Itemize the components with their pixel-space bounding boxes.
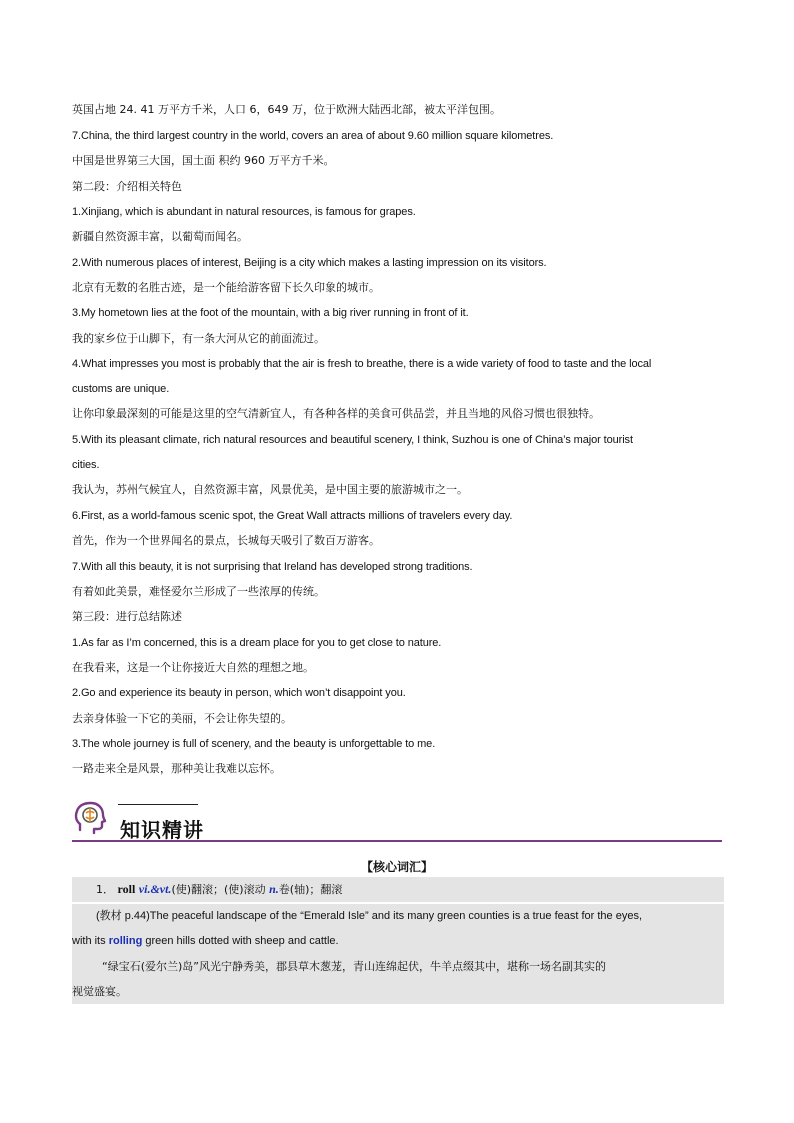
brain-head-icon (72, 800, 108, 836)
section-title: 知识精讲 (120, 818, 204, 842)
example-text-b-pre: with its (72, 935, 109, 947)
p2-s7-en: 7.With all this beauty, it is not surprising that Ireland has developed strong traditions. (72, 561, 473, 573)
p3-s2-zh: 去亲身体验一下它的美丽，不会让你失望的。 (72, 712, 292, 725)
p3-s1-zh: 在我看来，这是一个让你接近大自然的理想之地。 (72, 661, 314, 674)
p2-s5-en-a: 5.With its pleasant climate, rich natural resources and beautiful scenery, I think, Suzhou is one of China’s major tourist (72, 434, 633, 446)
p2-s5-en-b: cities. (72, 459, 100, 471)
p3-s1-en: 1.As far as I’m concerned, this is a dream place for you to get close to nature. (72, 637, 442, 649)
p2-s4-zh: 让你印象最深刻的可能是这里的空气清新宜人，有各种各样的美食可供品尝，并且当地的风俗习惯也很独特。 (72, 407, 600, 420)
vocab-entry (72, 877, 724, 902)
p2-s6-en: 6.First, as a world-famous scenic spot, the Great Wall attracts millions of travelers every day. (72, 510, 513, 522)
core-vocab-label: 【核心词汇】 (360, 860, 433, 874)
line-china-zh: 中国是世界第三大国，国土面 积约 960 万平方千米。 (72, 154, 335, 167)
entry-word: roll (117, 882, 136, 896)
example-line-a (72, 904, 724, 929)
example-source: (教材 p.44) (96, 910, 150, 922)
entry-pos-noun: n. (269, 882, 279, 896)
p3-s2-en: 2.Go and experience its beauty in person, which won’t disappoint you. (72, 687, 406, 699)
entry-pos-verb: vi.&vt. (138, 882, 172, 896)
translation-line-b: 视觉盛宴。 (72, 985, 127, 998)
title-overline (118, 804, 198, 805)
p2-s4-en-a: 4.What impresses you most is probably that the air is fresh to breathe, there is a wide variety of food to taste and the local (72, 358, 652, 370)
section-header (72, 800, 722, 844)
p2-s6-zh: 首先，作为一个世界闻名的景点，长城每天吸引了数百万游客。 (72, 534, 380, 547)
example-text-b-post: green hills dotted with sheep and cattle. (142, 935, 339, 947)
heading-paragraph-two: 第二段：介绍相关特色 (72, 180, 182, 193)
p2-s4-en-b: customs are unique. (72, 383, 170, 395)
p2-s3-zh: 我的家乡位于山脚下，有一条大河从它的前面流过。 (72, 332, 325, 345)
example-line-b (72, 929, 724, 954)
p3-s3-en: 3.The whole journey is full of scenery, and the beauty is unforgettable to me. (72, 738, 436, 750)
p2-s2-zh: 北京有无数的名胜古迹，是一个能给游客留下长久印象的城市。 (72, 281, 380, 294)
p2-s7-zh: 有着如此美景，难怪爱尔兰形成了一些浓厚的传统。 (72, 585, 325, 598)
entry-def-noun: 卷(轴)；翻滚 (278, 883, 343, 896)
line-uk-area-zh: 英国占地 24. 41 万平方千米，人口 6，649 万，位于欧洲大陆西北部，被太平洋包围。 (72, 103, 501, 116)
entry-number: 1． (96, 883, 114, 896)
p2-s5-zh: 我认为，苏州气候宜人，自然资源丰富，风景优美，是中国主要的旅游城市之一。 (72, 483, 468, 496)
translation-line-a: “绿宝石(爱尔兰)岛”风光宁静秀美，郡县草木葱茏，青山连绵起伏，牛羊点缀其中，堪称一场名副其实的 (102, 960, 606, 973)
heading-paragraph-three: 第三段：进行总结陈述 (72, 610, 182, 623)
p3-s3-zh: 一路走来全是风景，那种美让我难以忘怀。 (72, 762, 281, 775)
highlight-rolling: rolling (108, 935, 143, 947)
entry-def-verb: (使)翻滚；(使)滚动 (171, 883, 270, 896)
p2-s3-en: 3.My hometown lies at the foot of the mountain, with a big river running in front of it. (72, 307, 469, 319)
p2-s2-en: 2.With numerous places of interest, Beijing is a city which makes a lasting impression on its visitors. (72, 257, 547, 269)
p2-s1-en: 1.Xinjiang, which is abundant in natural resources, is famous for grapes. (72, 206, 416, 218)
line-china-en: 7.China, the third largest country in the world, covers an area of about 9.60 million square kilometres. (72, 130, 554, 142)
section-divider (72, 840, 722, 842)
p2-s1-zh: 新疆自然资源丰富，以葡萄而闻名。 (72, 230, 248, 243)
example-text-a: The peaceful landscape of the “Emerald Isle” and its many green counties is a true feast for the eyes, (149, 910, 643, 922)
